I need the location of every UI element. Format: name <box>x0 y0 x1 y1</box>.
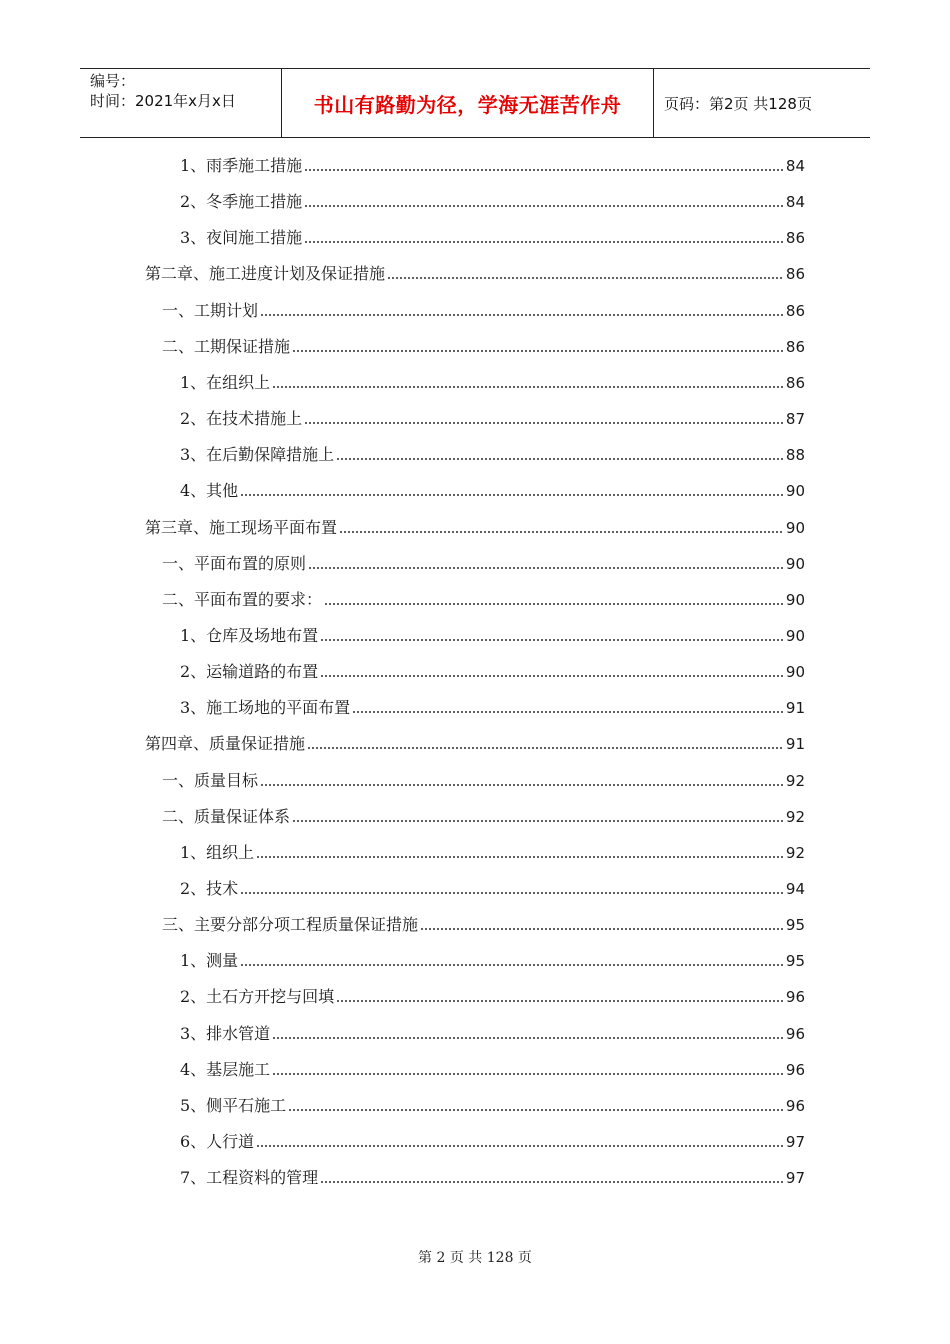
toc-entry[interactable] <box>145 730 805 754</box>
toc-entry-page-number: 96 <box>785 1097 805 1115</box>
toc-entry[interactable] <box>180 1164 805 1188</box>
toc-entry-page-number: 90 <box>785 663 805 681</box>
toc-entry-page-number: 95 <box>785 952 805 970</box>
toc-dot-leader <box>272 385 784 389</box>
toc-entry-label: 2、土石方开挖与回填 <box>180 987 335 1006</box>
toc-entry-label: 一、质量目标 <box>162 771 259 790</box>
toc-entry-page-number: 96 <box>785 1061 805 1079</box>
toc-entry-page-number: 86 <box>785 302 805 320</box>
toc-entry-page-number: 96 <box>785 1025 805 1043</box>
toc-entry-label: 1、仓库及场地布置 <box>180 626 319 645</box>
toc-entry-label: 第四章、质量保证措施 <box>145 734 306 753</box>
toc-entry-label: 3、排水管道 <box>180 1024 271 1043</box>
toc-entry[interactable] <box>180 658 805 682</box>
toc-dot-leader <box>292 819 784 823</box>
toc-entry-label: 3、在后勤保障措施上 <box>180 445 335 464</box>
toc-dot-leader <box>304 204 784 208</box>
toc-entry-page-number: 92 <box>785 844 805 862</box>
toc-dot-leader <box>320 1180 784 1184</box>
toc-entry-page-number: 96 <box>785 988 805 1006</box>
toc-entry-page-number: 97 <box>785 1133 805 1151</box>
toc-entry-label: 三、主要分部分项工程质量保证措施 <box>162 915 419 934</box>
toc-entry-page-number: 90 <box>785 519 805 537</box>
toc-entry-page-number: 94 <box>785 880 805 898</box>
toc-entry[interactable] <box>180 1092 805 1116</box>
toc-entry[interactable] <box>180 1056 805 1080</box>
toc-entry[interactable] <box>162 803 805 827</box>
toc-entry-page-number: 97 <box>785 1169 805 1187</box>
toc-entry-page-number: 84 <box>785 193 805 211</box>
toc-dot-leader <box>272 1072 784 1076</box>
toc-entry[interactable] <box>180 1128 805 1152</box>
toc-entry-label: 二、工期保证措施 <box>162 337 291 356</box>
toc-entry-page-number: 86 <box>785 374 805 392</box>
toc-entry[interactable] <box>162 297 805 321</box>
toc-entry-label: 1、测量 <box>180 951 239 970</box>
header-motto-cell <box>282 69 654 137</box>
toc-entry-page-number: 86 <box>785 229 805 247</box>
toc-entry-page-number: 88 <box>785 446 805 464</box>
toc-dot-leader <box>260 313 784 317</box>
toc-dot-leader <box>304 240 784 244</box>
toc-entry[interactable] <box>180 188 805 212</box>
toc-dot-leader <box>336 457 784 461</box>
header-page-cell <box>654 69 870 137</box>
toc-entry[interactable] <box>180 477 805 501</box>
toc-dot-leader <box>256 855 784 859</box>
toc-dot-leader <box>320 674 784 678</box>
toc-entry[interactable] <box>180 622 805 646</box>
toc-entry[interactable] <box>145 514 805 538</box>
toc-dot-leader <box>260 783 784 787</box>
toc-dot-leader <box>320 638 784 642</box>
toc-entry-label: 3、夜间施工措施 <box>180 228 303 247</box>
toc-entry[interactable] <box>180 875 805 899</box>
toc-dot-leader <box>324 602 784 606</box>
toc-dot-leader <box>336 999 784 1003</box>
toc-entry-page-number: 90 <box>785 591 805 609</box>
toc-entry-label: 一、平面布置的原则 <box>162 554 307 573</box>
toc-dot-leader <box>304 168 784 172</box>
toc-dot-leader <box>304 421 784 425</box>
toc-entry-page-number: 90 <box>785 482 805 500</box>
toc-dot-leader <box>307 746 784 750</box>
toc-dot-leader <box>420 927 784 931</box>
toc-entry-label: 2、技术 <box>180 879 239 898</box>
toc-entry-label: 1、组织上 <box>180 843 255 862</box>
toc-entry-page-number: 95 <box>785 916 805 934</box>
toc-dot-leader <box>308 566 784 570</box>
toc-entry[interactable] <box>180 152 805 176</box>
toc-entry-label: 7、工程资料的管理 <box>180 1168 319 1187</box>
toc-entry-label: 4、基层施工 <box>180 1060 271 1079</box>
toc-entry-page-number: 90 <box>785 627 805 645</box>
toc-entry-page-number: 86 <box>785 338 805 356</box>
toc-entry-page-number: 87 <box>785 410 805 428</box>
toc-entry-page-number: 91 <box>785 735 805 753</box>
page-footer: 第 2 页 共 128 页 <box>418 1250 532 1266</box>
document-date-label: 时间：2021年x月x日 <box>90 92 236 110</box>
toc-entry[interactable] <box>180 405 805 429</box>
toc-dot-leader <box>387 276 784 280</box>
toc-entry[interactable] <box>180 1020 805 1044</box>
page-header <box>80 68 870 138</box>
toc-entry[interactable] <box>180 947 805 971</box>
toc-entry-label: 二、平面布置的要求： <box>162 590 323 609</box>
toc-entry-page-number: 90 <box>785 555 805 573</box>
toc-entry-page-number: 91 <box>785 699 805 717</box>
toc-entry-label: 4、其他 <box>180 481 239 500</box>
toc-entry[interactable] <box>162 333 805 357</box>
toc-entry[interactable] <box>180 983 805 1007</box>
toc-entry-label: 2、冬季施工措施 <box>180 192 303 211</box>
toc-entry-label: 5、侧平石施工 <box>180 1096 287 1115</box>
toc-entry-label: 一、工期计划 <box>162 301 259 320</box>
toc-dot-leader <box>240 963 784 967</box>
toc-entry[interactable] <box>180 694 805 718</box>
header-meta-cell <box>80 69 282 137</box>
toc-entry[interactable] <box>180 839 805 863</box>
toc-dot-leader <box>240 891 784 895</box>
toc-entry-label: 1、在组织上 <box>180 373 271 392</box>
toc-dot-leader <box>256 1144 784 1148</box>
toc-entry[interactable] <box>180 369 805 393</box>
toc-entry-label: 第二章、施工进度计划及保证措施 <box>145 264 386 283</box>
toc-entry-label: 2、在技术措施上 <box>180 409 303 428</box>
toc-dot-leader <box>292 349 784 353</box>
toc-entry-page-number: 86 <box>785 265 805 283</box>
toc-entry[interactable] <box>162 911 805 935</box>
toc-dot-leader <box>240 493 784 497</box>
toc-entry[interactable] <box>180 441 805 465</box>
toc-dot-leader <box>339 530 784 534</box>
toc-entry[interactable] <box>180 224 805 248</box>
toc-entry-page-number: 84 <box>785 157 805 175</box>
toc-entry[interactable] <box>162 586 805 610</box>
toc-dot-leader <box>352 710 784 714</box>
toc-entry[interactable] <box>145 260 805 284</box>
header-motto: 书山有路勤为径，学海无涯苦作舟 <box>313 92 622 117</box>
toc-entry-label: 二、质量保证体系 <box>162 807 291 826</box>
toc-dot-leader <box>272 1036 784 1040</box>
toc-entry-label: 2、运输道路的布置 <box>180 662 319 681</box>
toc-entry-page-number: 92 <box>785 772 805 790</box>
document-number-label: 编号： <box>90 72 136 90</box>
toc-entry[interactable] <box>162 767 805 791</box>
toc-entry-label: 3、施工场地的平面布置 <box>180 698 351 717</box>
toc-entry[interactable] <box>162 550 805 574</box>
toc-entry-label: 1、雨季施工措施 <box>180 156 303 175</box>
toc-entry-label: 6、人行道 <box>180 1132 255 1151</box>
toc-entry-label: 第三章、施工现场平面布置 <box>145 518 338 537</box>
toc-entry-page-number: 92 <box>785 808 805 826</box>
toc-dot-leader <box>288 1108 784 1112</box>
header-page-info: 页码：第2页 共128页 <box>664 94 812 113</box>
